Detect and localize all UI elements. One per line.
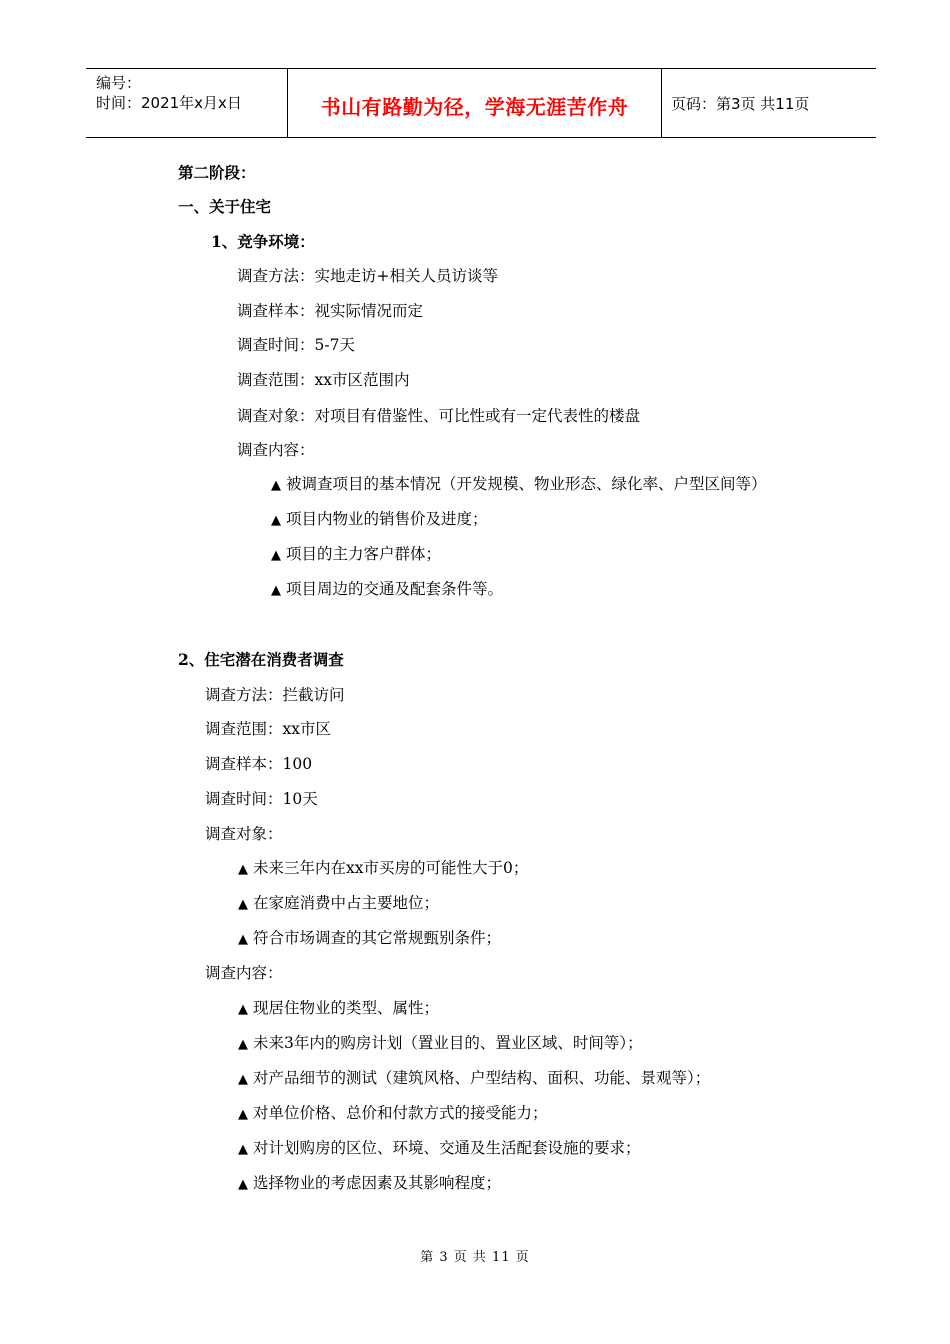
subsection-title-consumer-survey: 2、住宅潜在消费者调查	[178, 650, 344, 669]
field-line: 调查样本：100	[205, 755, 313, 773]
list-item-text: 对计划购房的区位、环境、交通及生活配套设施的要求；	[253, 1139, 641, 1157]
list-item	[238, 1033, 643, 1055]
field-line: 调查时间：10天	[205, 790, 318, 808]
list-item	[271, 509, 488, 531]
list-item	[238, 1068, 710, 1090]
list-item-text: 项目周边的交通及配套条件等。	[286, 580, 504, 598]
field-line: 调查方法：实地走访+相关人员访谈等	[237, 267, 498, 285]
triangle-bullet-icon: ▲	[238, 932, 248, 947]
triangle-bullet-icon: ▲	[238, 1142, 248, 1157]
list-item-text: 符合市场调查的其它常规甄别条件；	[253, 929, 502, 947]
page-header	[86, 68, 876, 138]
header-motto: 书山有路勤为径，学海无涯苦作舟	[320, 95, 629, 119]
list-item-text: 未来三年内在xx市买房的可能性大于0；	[253, 859, 529, 877]
header-page-info: 页码：第3页 共11页	[671, 95, 810, 113]
triangle-bullet-icon: ▲	[238, 1107, 248, 1122]
list-item	[238, 893, 439, 915]
field-line: 调查对象：对项目有借鉴性、可比性或有一定代表性的楼盘	[237, 407, 641, 425]
list-item	[271, 544, 441, 566]
list-item	[238, 858, 528, 880]
triangle-bullet-icon: ▲	[271, 583, 281, 598]
list-item-text: 被调查项目的基本情况（开发规模、物业形态、绿化率、户型区间等）	[286, 475, 767, 493]
field-line: 调查内容：	[237, 441, 315, 459]
list-item	[238, 1103, 548, 1125]
list-item-text: 现居住物业的类型、属性；	[253, 999, 440, 1017]
list-item-text: 对产品细节的测试（建筑风格、户型结构、面积、功能、景观等）；	[253, 1069, 711, 1087]
section-title-residential: 一、关于住宅	[178, 197, 272, 216]
triangle-bullet-icon: ▲	[271, 513, 281, 528]
field-line: 调查范围：xx市区范围内	[237, 371, 410, 389]
field-line: 调查内容：	[205, 964, 283, 982]
triangle-bullet-icon: ▲	[238, 897, 248, 912]
triangle-bullet-icon: ▲	[271, 548, 281, 563]
list-item	[271, 474, 767, 496]
list-item-text: 在家庭消费中占主要地位；	[253, 894, 440, 912]
list-item	[238, 998, 439, 1020]
field-line: 调查样本：视实际情况而定	[237, 302, 424, 320]
header-right-cell	[661, 69, 876, 137]
list-item	[238, 1173, 501, 1195]
list-item-text: 项目的主力客户群体；	[286, 545, 442, 563]
subsection-title-competition: 1、竞争环境：	[211, 232, 315, 251]
triangle-bullet-icon: ▲	[271, 478, 281, 493]
triangle-bullet-icon: ▲	[238, 862, 248, 877]
document-code-label: 编号：	[96, 74, 142, 92]
page-footer: 第 3 页 共 11 页	[420, 1250, 530, 1265]
list-item-text: 项目内物业的销售价及进度；	[286, 510, 488, 528]
header-motto-cell	[287, 69, 662, 137]
field-line: 调查时间：5-7天	[237, 336, 355, 354]
triangle-bullet-icon: ▲	[238, 1072, 248, 1087]
stage-title: 第二阶段：	[178, 163, 256, 182]
triangle-bullet-icon: ▲	[238, 1002, 248, 1017]
field-line: 调查方法：拦截访问	[205, 686, 345, 704]
list-item	[238, 1138, 641, 1160]
list-item-text: 对单位价格、总价和付款方式的接受能力；	[253, 1104, 548, 1122]
field-line: 调查范围：xx市区	[205, 720, 331, 738]
document-time-label: 时间：2021年x月x日	[96, 94, 242, 112]
field-line: 调查对象：	[205, 825, 283, 843]
triangle-bullet-icon: ▲	[238, 1037, 248, 1052]
list-item	[238, 928, 501, 950]
list-item-text: 选择物业的考虑因素及其影响程度；	[253, 1174, 502, 1192]
list-item-text: 未来3年内的购房计划（置业目的、置业区域、时间等）；	[253, 1034, 643, 1052]
header-left-cell	[86, 69, 286, 137]
triangle-bullet-icon: ▲	[238, 1177, 248, 1192]
list-item	[271, 579, 503, 601]
